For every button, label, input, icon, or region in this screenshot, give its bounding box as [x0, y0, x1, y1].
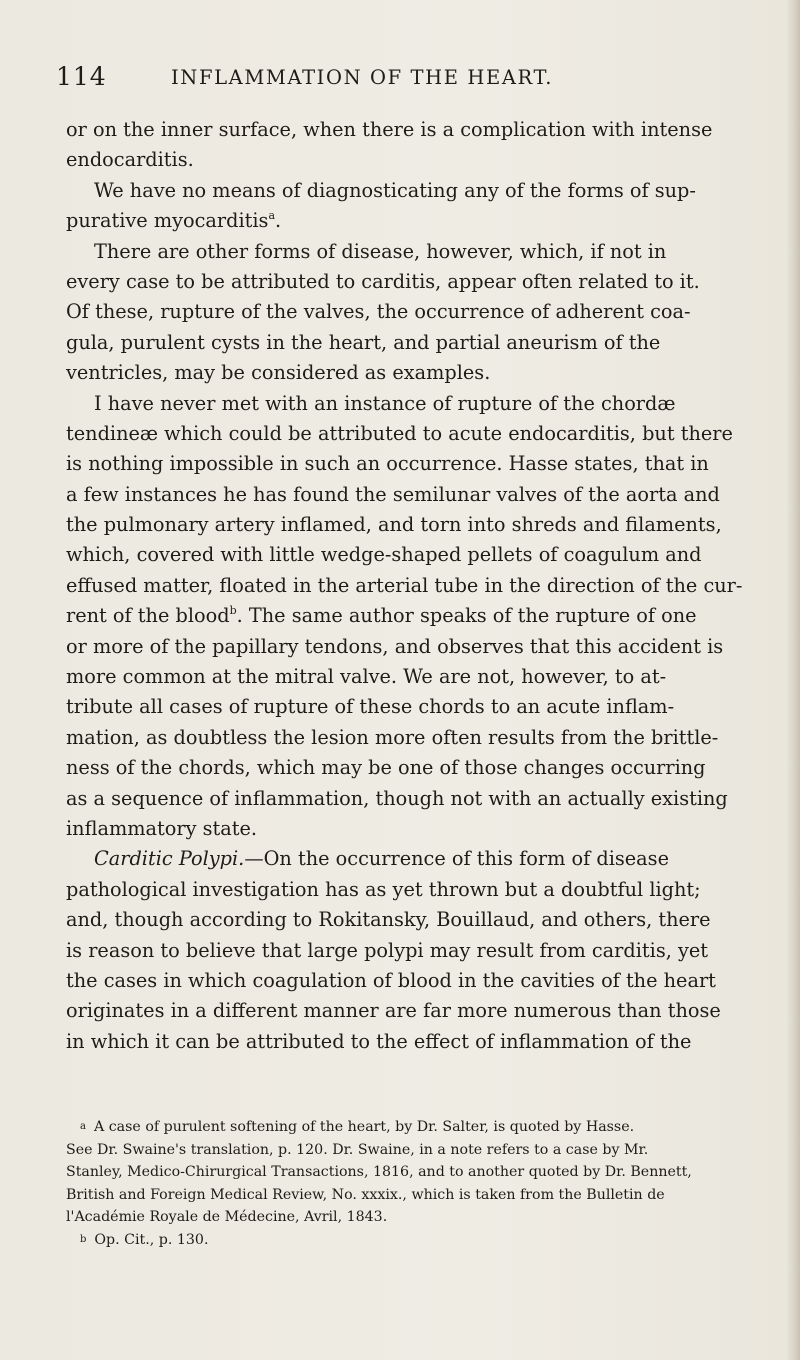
- footnote-b: [66, 1229, 756, 1252]
- page-edge-shadow: [786, 0, 800, 1360]
- text-line: more common at the mitral valve. We are not, however, to at-: [66, 665, 667, 689]
- text-line: mation, as doubtless the lesion more often results from the brittle-: [66, 725, 719, 749]
- text-line: gula, purulent cysts in the heart, and partial aneurism of the: [66, 330, 661, 354]
- text-line: or on the inner surface, when there is a complication with intense: [66, 118, 713, 141]
- footnotes: [66, 1116, 756, 1252]
- text-line: and, though according to Rokitansky, Bouillaud, and others, there: [66, 908, 711, 932]
- footnote-line: See Dr. Swaine's translation, p. 120. Dr. Swaine, in a note refers to a case by Mr.: [66, 1141, 649, 1158]
- text-line: which, covered with little wedge-shaped pellets of coagulum and: [66, 543, 702, 567]
- text-line: is reason to believe that large polypi may result from carditis, yet: [66, 938, 709, 962]
- text-line: is nothing impossible in such an occurrence. Hasse states, that in: [66, 452, 709, 476]
- text-line: originates in a different manner are far more numerous than those: [66, 999, 721, 1023]
- footnote-text: Op. Cit., p. 130.: [94, 1231, 209, 1248]
- text-line: We have no means of diagnosticating any of the forms of sup-: [94, 178, 696, 202]
- footnote-mark-a: a: [80, 1121, 86, 1132]
- text-line: the cases in which coagulation of blood in the cavities of the heart: [66, 968, 716, 992]
- footnote-text: A case of purulent softening of the heart, by Dr. Salter, is quoted by Hasse.: [93, 1119, 635, 1135]
- text-line: rent of the blood$^b$. The same author speaks of the rupture of one: [66, 604, 697, 628]
- text-line: inflammatory state.: [66, 816, 258, 840]
- page-header: [56, 62, 756, 96]
- text-line: the pulmonary artery inflamed, and torn into shreds and filaments,: [66, 513, 722, 537]
- text-line: or more of the papillary tendons, and observes that this accident is: [66, 634, 724, 658]
- section-heading-carditic-polypi: Carditic Polypi.: [94, 847, 245, 871]
- page-number: 114: [56, 62, 107, 91]
- text-line: There are other forms of disease, however, which, if not in: [94, 239, 667, 263]
- footnote-ref-b: b: [229, 604, 237, 618]
- footnote-a: [66, 1116, 756, 1139]
- footnote-mark-b: b: [80, 1233, 87, 1245]
- text-line: as a sequence of inflammation, though not with an actually existing: [66, 786, 728, 810]
- text-line: Of these, rupture of the valves, the occurrence of adherent coa-: [66, 300, 691, 324]
- body-text: [66, 115, 756, 1057]
- text-line: a few instances he has found the semilunar valves of the aorta and: [66, 482, 720, 506]
- text-line: tribute all cases of rupture of these chords to an acute inflam-: [66, 695, 675, 719]
- footnote-line: British and Foreign Medical Review, No. xxxix., which is taken from the Bulletin de: [66, 1186, 665, 1203]
- text-line: [66, 844, 756, 874]
- text-line: in which it can be attributed to the effect of inflammation of the: [66, 1029, 692, 1053]
- footnote-line: l'Académie Royale de Médecine, Avril, 1843.: [66, 1209, 388, 1226]
- text-line: pathological investigation has as yet thrown but a doubtful light;: [66, 877, 701, 901]
- text-line: ness of the chords, which may be one of those changes occurring: [66, 756, 706, 780]
- text-line: every case to be attributed to carditis, appear often related to it.: [66, 269, 700, 293]
- text-segment: purative myocarditis: [66, 209, 269, 233]
- text-line: purative myocarditis$^a$.: [66, 209, 282, 233]
- text-segment: The same author speaks of the rupture of one: [248, 604, 697, 628]
- text-line: I have never met with an instance of rupture of the chordæ: [94, 391, 676, 415]
- text-line: tendineæ which could be attributed to acute endocarditis, but there: [66, 421, 733, 445]
- text-segment: —On the occurrence of this form of disease: [244, 847, 669, 871]
- text-line: ventricles, may be considered as examples.: [66, 361, 491, 385]
- running-head: INFLAMMATION OF THE HEART.: [171, 66, 553, 89]
- text-line: effused matter, floated in the arterial tube in the direction of the cur-: [66, 573, 743, 597]
- footnote-line: Stanley, Medico-Chirurgical Transactions, 1816, and to another quoted by Dr. Bennett,: [66, 1164, 692, 1181]
- text-line: endocarditis.: [66, 148, 194, 172]
- text-segment: rent of the blood: [66, 604, 230, 628]
- footnote-ref-a: a: [268, 209, 275, 223]
